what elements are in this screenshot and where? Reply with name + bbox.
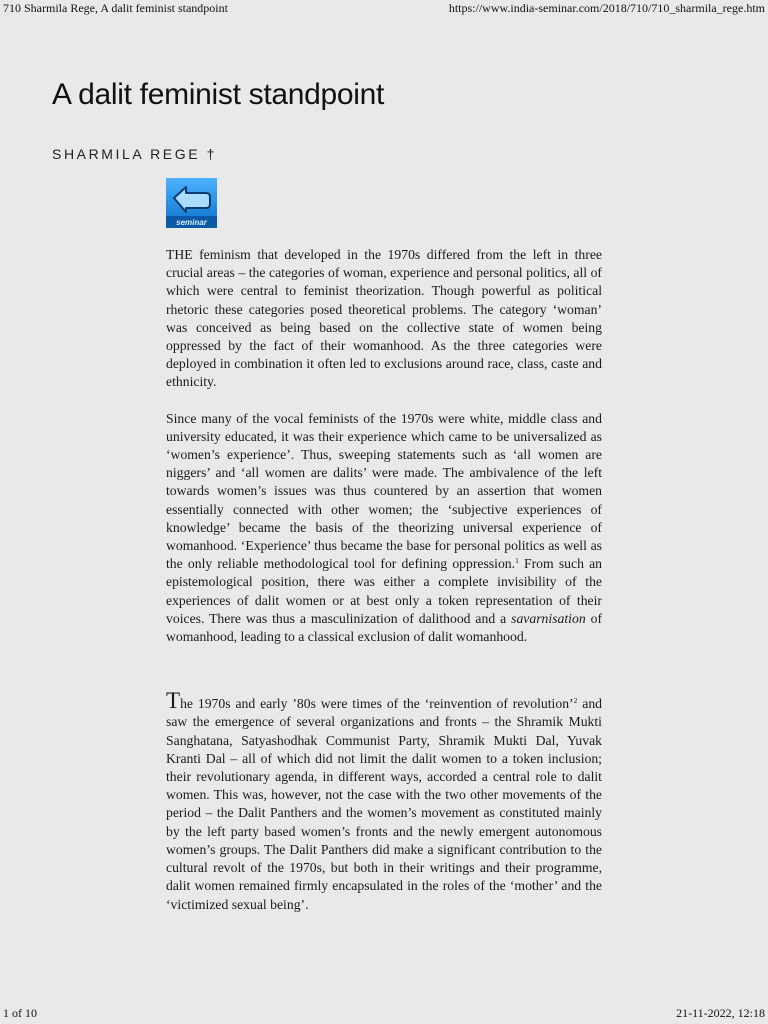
print-datetime: 21-11-2022, 12:18 xyxy=(676,1006,765,1020)
paragraph-3 xyxy=(166,688,603,913)
print-header-title: 710 Sharmila Rege, A dalit feminist standpoint xyxy=(3,1,228,15)
footnote-ref-1[interactable]: 1 xyxy=(515,556,519,566)
author-byline: SHARMILA REGE † xyxy=(52,146,218,162)
logo-label: seminar xyxy=(176,218,207,227)
paragraph-3-part-a: he 1970s and early ’80s were times of the ‘reinvention of revolution’ xyxy=(180,696,574,712)
print-footer xyxy=(3,1006,765,1021)
paragraph-2-part-b: From such an epistemological position, there was either a complete invisibility of the experiences of dalit women or at best only a token representation of their voices. There was thus a masculinization of dalithood and a xyxy=(166,556,603,626)
italic-term: savarnisation xyxy=(511,610,586,626)
paragraph-2-part-c: of womanhood, leading to a classical exclusion of dalit womanhood. xyxy=(166,610,603,645)
paragraph-2 xyxy=(166,410,602,647)
footnote-ref-2[interactable]: 2 xyxy=(573,696,578,706)
print-header-url[interactable]: https://www.india-seminar.com/2018/710/710_sharmila_rege.htm xyxy=(448,1,765,15)
paragraph-1: THE feminism that developed in the 1970s differed from the left in three crucial areas – the categories of woman, experience and personal politics, all of which were central to feminist theorization. Though powerful as political rhetoric these categories posed theoretical problems. The category ‘woman’ was conceived as being based on the collective state of women being oppressed by the fact of their womanhood. As the three categories were deployed in combination it often led to exclusions around race, class, caste and ethnicity. xyxy=(166,247,602,390)
article-body xyxy=(166,246,602,914)
seminar-back-icon[interactable] xyxy=(166,178,217,228)
page-number: 1 of 10 xyxy=(3,1006,37,1020)
print-header xyxy=(3,1,765,16)
article-title: A dalit feminist standpoint xyxy=(52,78,385,111)
drop-cap: T xyxy=(166,688,181,714)
paragraph-3-part-b: and saw the emergence of several organizations and fronts – the Shramik Mukti Sanghatana, Satyashodhak Communist Party, Shramik Mukti Dal, Yuvak Kranti Dal – all of which did not limit the dalit women to a token inclusion; their revolutionary agenda, in different ways, accorded a central role to dalit women. This was, however, not the case with the two other movements of the period – the Dalit Panthers and the women’s movement as constituted mainly by the left party based women’s fronts and the newly emergent autonomous women’s groups. The Dalit Panthers did make a significant contribution to the cultural revolt of the 1970s, but both in their writings and their programme, dalit women remained firmly encapsulated in the roles of the ‘mother’ and the ‘victimized sexual being’. xyxy=(166,696,603,912)
paragraph-2-part-a: Since many of the vocal feminists of the 1970s were white, middle class and university educated, it was their experience which came to be universalized as ‘women’s experience’. Thus, sweeping statements such as ‘all women are niggers’ and ‘all women are dalits’ were made. The ambivalence of the left towards women’s issues was thus countered by an assertion that women essentially connected with other women; the ‘subjective experiences of knowledge’ became the basis of the theorizing universal experience of womanhood. ‘Experience’ thus became the base for personal politics as well as the only reliable methodological tool for defining oppression. xyxy=(166,410,602,572)
